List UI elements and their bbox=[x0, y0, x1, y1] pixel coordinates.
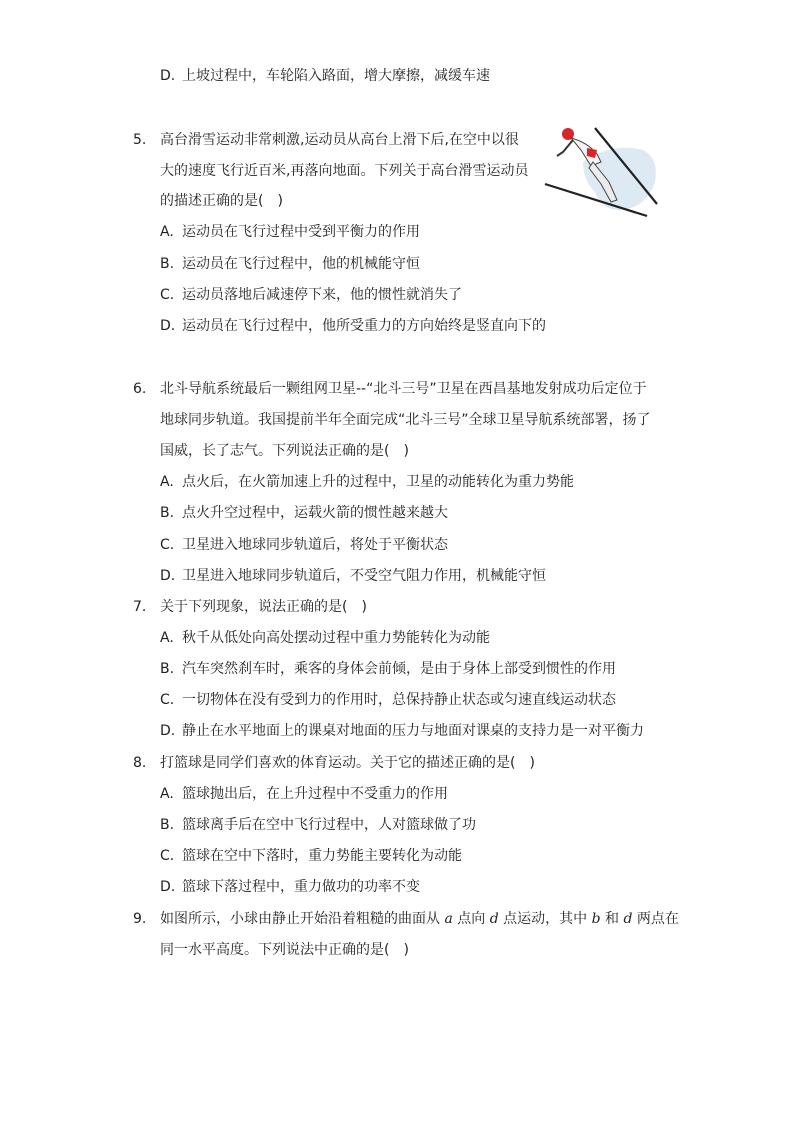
point-d-label: d bbox=[489, 911, 499, 927]
option-text: 静止在水平地面上的课桌对地面的压力与地面对课桌的支持力是一对平衡力 bbox=[182, 723, 644, 739]
q5-stem-line-3: 的描述正确的是( ) bbox=[160, 193, 283, 209]
option-text: 运动员在飞行过程中，他的机械能守恒 bbox=[182, 256, 420, 272]
q5-option-b bbox=[160, 254, 420, 274]
q7-option-d bbox=[160, 721, 644, 741]
q6-stem-line-1: 北斗导航系统最后一颗组网卫星--“北斗三号”卫星在西昌基地发射成功后定位于 bbox=[160, 381, 647, 397]
option-text: 篮球离手后在空中飞行过程中，人对篮球做了功 bbox=[182, 817, 476, 833]
q6-option-b bbox=[160, 503, 448, 523]
q8-stem: 打篮球是同学们喜欢的体育运动。关于它的描述正确的是( ) bbox=[160, 755, 535, 771]
q7-number: 7. bbox=[133, 599, 147, 615]
q5-option-a bbox=[160, 222, 420, 242]
q5-option-d bbox=[160, 316, 546, 336]
option-text: 点火后，在火箭加速上升的过程中，卫星的动能转化为重力势能 bbox=[182, 474, 574, 490]
q6-number: 6. bbox=[133, 381, 147, 397]
point-d-label: d bbox=[623, 911, 633, 927]
option-text: 篮球抛出后，在上升过程中不受重力的作用 bbox=[182, 786, 448, 802]
q9-stem-line-2: 同一水平高度。下列说法中正确的是( ) bbox=[160, 942, 409, 958]
option-text: 卫星进入地球同步轨道后，将处于平衡状态 bbox=[182, 537, 448, 553]
q9-text-part: 点运动，其中 bbox=[503, 911, 588, 927]
point-b-label: b bbox=[591, 911, 601, 927]
jumper-arm bbox=[557, 140, 573, 156]
option-letter: A. bbox=[160, 786, 174, 802]
ski-jumper-figure bbox=[543, 122, 661, 220]
option-letter: C. bbox=[160, 848, 175, 864]
q6-option-d bbox=[160, 566, 546, 586]
option-letter: D. bbox=[160, 723, 176, 739]
option-letter: B. bbox=[160, 817, 175, 833]
q7-option-a bbox=[160, 628, 490, 648]
q9-stem-line-1 bbox=[160, 909, 679, 929]
option-letter: C. bbox=[160, 537, 175, 553]
q5-number: 5. bbox=[133, 132, 147, 148]
q8-option-a bbox=[160, 784, 448, 804]
q5-stem-line-1: 高台滑雪运动非常刺激,运动员从高台上滑下后,在空中以很 bbox=[160, 132, 519, 148]
option-letter: D. bbox=[160, 68, 176, 84]
q6-option-c bbox=[160, 535, 448, 555]
option-letter: A. bbox=[160, 630, 174, 646]
option-letter: D. bbox=[160, 318, 176, 334]
option-text: 汽车突然刹车时，乘客的身体会前倾，是由于身体上部受到惯性的作用 bbox=[182, 661, 616, 677]
option-text: 篮球下落过程中，重力做功的功率不变 bbox=[182, 879, 420, 895]
q8-option-c bbox=[160, 846, 462, 866]
option-text: 一切物体在没有受到力的作用时，总保持静止状态或匀速直线运动状态 bbox=[182, 692, 616, 708]
option-text: 点火升空过程中，运载火箭的惯性越来越大 bbox=[182, 505, 448, 521]
q8-option-d bbox=[160, 877, 420, 897]
q7-option-b bbox=[160, 659, 616, 679]
option-letter: A. bbox=[160, 224, 174, 240]
option-letter: A. bbox=[160, 474, 174, 490]
option-text: 运动员在飞行过程中受到平衡力的作用 bbox=[182, 224, 420, 240]
option-text: 运动员落地后减速停下来，他的惯性就消失了 bbox=[182, 287, 462, 303]
q6-option-a bbox=[160, 472, 574, 492]
q9-text-part: 如图所示，小球由静止开始沿着粗糙的曲面从 bbox=[160, 911, 440, 927]
q9-text-part: 点向 bbox=[457, 911, 486, 927]
option-letter: D. bbox=[160, 879, 176, 895]
option-letter: C. bbox=[160, 287, 175, 303]
option-text: 上坡过程中，车轮陷入路面，增大摩擦，减缓车速 bbox=[182, 68, 490, 84]
q9-text-part: 两点在 bbox=[636, 911, 679, 927]
q7-stem: 关于下列现象，说法正确的是( ) bbox=[160, 599, 367, 615]
q8-option-b bbox=[160, 815, 476, 835]
point-a-label: a bbox=[444, 911, 453, 927]
q4-option-d bbox=[160, 66, 490, 86]
option-text: 卫星进入地球同步轨道后，不受空气阻力作用，机械能守恒 bbox=[182, 568, 546, 584]
q6-stem-line-2: 地球同步轨道。我国提前半年全面完成“北斗三号”全球卫星导航系统部署，扬了 bbox=[160, 412, 651, 428]
option-letter: D. bbox=[160, 568, 176, 584]
q6-stem-line-3: 国威，长了志气。下列说法正确的是( ) bbox=[160, 443, 409, 459]
q7-option-c bbox=[160, 690, 616, 710]
q5-stem-line-2: 大的速度飞行近百米,再落向地面。下列关于高台滑雪运动员 bbox=[160, 163, 529, 179]
option-text: 运动员在飞行过程中，他所受重力的方向始终是竖直向下的 bbox=[182, 318, 546, 334]
q9-text-part: 和 bbox=[605, 911, 620, 927]
q8-number: 8. bbox=[133, 755, 147, 771]
option-letter: B. bbox=[160, 505, 175, 521]
option-letter: B. bbox=[160, 661, 175, 677]
option-text: 篮球在空中下落时，重力势能主要转化为动能 bbox=[182, 848, 462, 864]
q5-option-c bbox=[160, 285, 462, 305]
q9-number: 9. bbox=[133, 911, 147, 927]
option-letter: B. bbox=[160, 256, 175, 272]
option-text: 秋千从低处向高处摆动过程中重力势能转化为动能 bbox=[182, 630, 490, 646]
option-letter: C. bbox=[160, 692, 175, 708]
